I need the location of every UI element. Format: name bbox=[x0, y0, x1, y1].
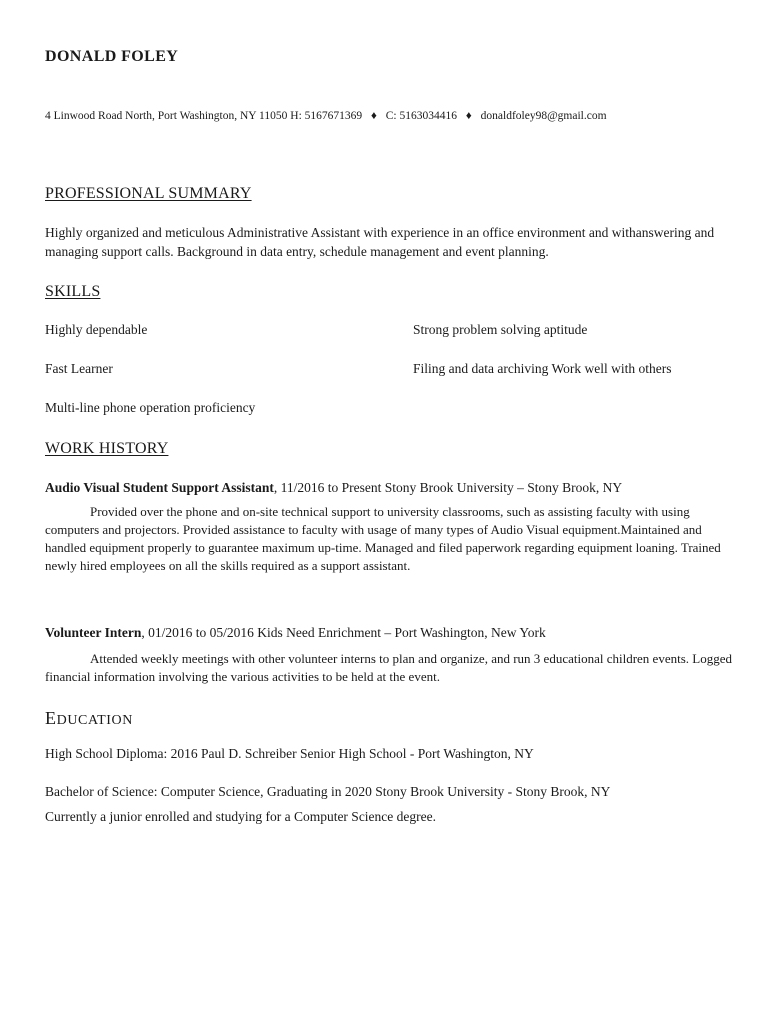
job-description: Provided over the phone and on-site technical support to university classrooms, such as assisting faculty with using computers and projectors. Provided assistance to faculty with usage of many types of Audio Visual equipment.Maintained and handled equipment properly to guarantee maximum up-time. Managed and filed paperwork regarding equipment loaning. Trained newly hired employees on all the skills required as a support assistant. bbox=[45, 504, 721, 573]
education-heading-rest: DUCATION bbox=[56, 713, 133, 728]
work-history-heading: WORK HISTORY bbox=[45, 440, 169, 457]
job-title: Audio Visual Student Support Assistant bbox=[45, 480, 274, 495]
skill-item: Strong problem solving aptitude bbox=[413, 322, 588, 337]
job-header bbox=[45, 625, 546, 641]
education-line: High School Diploma: 2016 Paul D. Schreiber Senior High School - Port Washington, NY bbox=[45, 746, 534, 761]
skills-heading: SKILLS bbox=[45, 283, 101, 300]
contact-home-phone: H: 5167671369 bbox=[290, 110, 363, 122]
education-heading-cap: E bbox=[45, 708, 57, 728]
skill-item: Highly dependable bbox=[45, 322, 148, 337]
skill-item: Filing and data archiving Work well with others bbox=[413, 361, 672, 376]
job-title: Volunteer Intern bbox=[45, 625, 142, 640]
contact-email: donaldfoley98@gmail.com bbox=[480, 110, 607, 122]
contact-line bbox=[45, 110, 607, 122]
job-description: Attended weekly meetings with other volunteer interns to plan and organize, and run 3 educational children events. Logged financial information involving the various activities to be held at the event. bbox=[45, 651, 732, 684]
contact-cell-phone: C: 5163034416 bbox=[385, 110, 458, 122]
job-header bbox=[45, 480, 622, 496]
contact-address: 4 Linwood Road North, Port Washington, NY 11050 bbox=[45, 110, 288, 122]
candidate-name: DONALD FOLEY bbox=[45, 48, 179, 65]
contact-separator: ♦ bbox=[371, 110, 377, 122]
skill-item: Fast Learner bbox=[45, 361, 113, 376]
skill-item: Multi-line phone operation proficiency bbox=[45, 400, 256, 415]
summary-heading: PROFESSIONAL SUMMARY bbox=[45, 185, 252, 202]
education-heading bbox=[45, 708, 133, 729]
job-details: , 11/2016 to Present Stony Brook University – Stony Brook, NY bbox=[273, 480, 623, 495]
job-details: , 01/2016 to 05/2016 Kids Need Enrichment – Port Washington, New York bbox=[141, 625, 546, 640]
education-line: Bachelor of Science: Computer Science, Graduating in 2020 Stony Brook University - Stony Brook, NY bbox=[45, 784, 611, 799]
education-line: Currently a junior enrolled and studying for a Computer Science degree. bbox=[45, 809, 437, 824]
contact-separator: ♦ bbox=[465, 110, 472, 122]
summary-text: Highly organized and meticulous Administrative Assistant with experience in an office environment and withanswering and managing support calls. Background in data entry, schedule management and event planning. bbox=[45, 225, 715, 259]
